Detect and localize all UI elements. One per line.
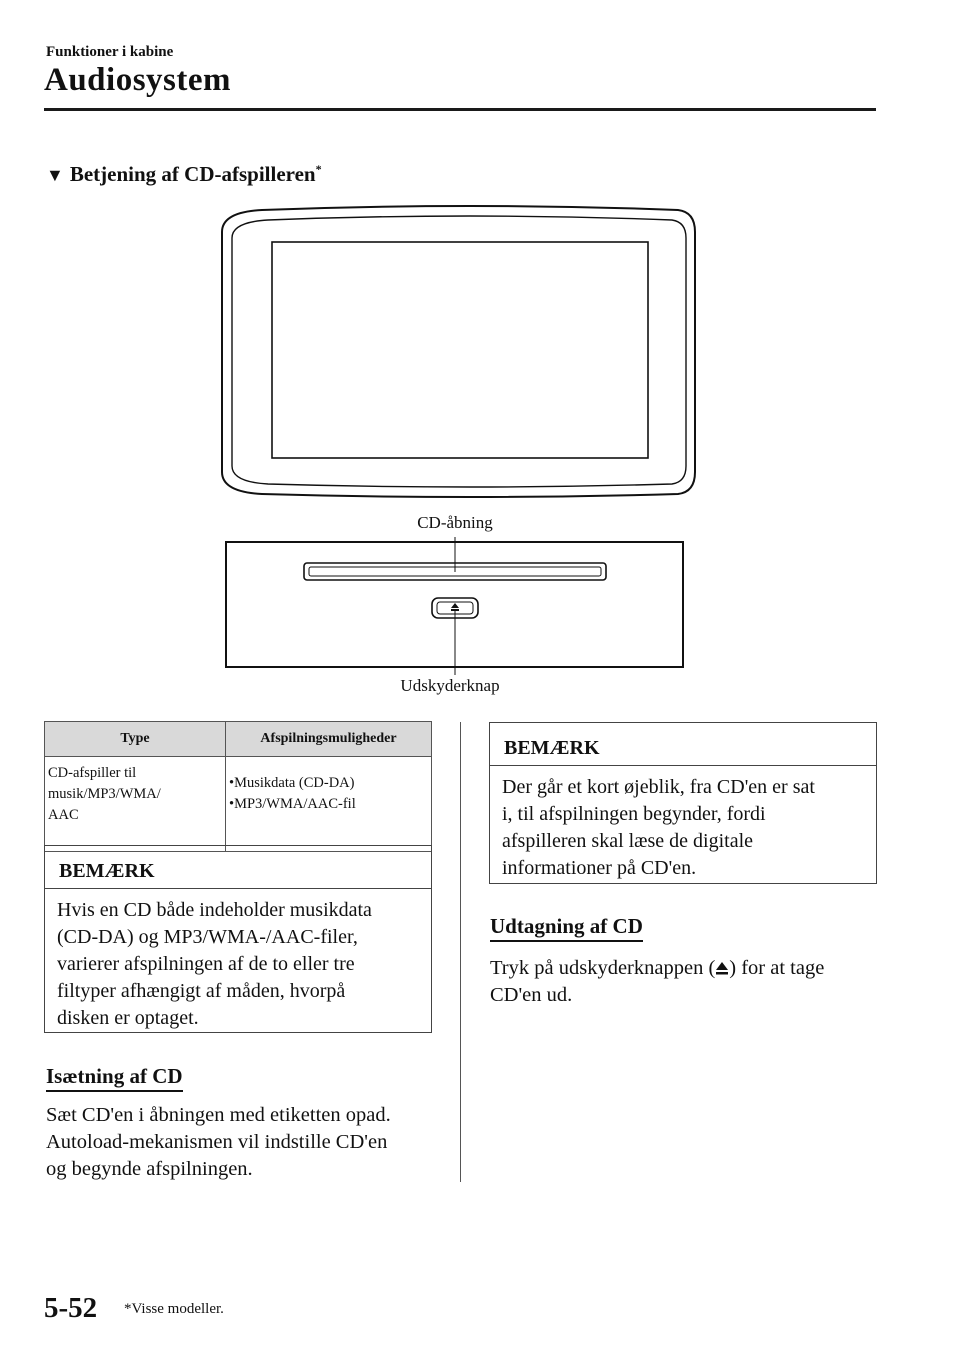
asterisk-mark: * [315,162,322,176]
page-number: 5-52 [44,1292,98,1324]
chapter-title: Audiosystem [44,62,232,98]
note-body: Der går et kort øjeblik, fra CD'en er sat i, til afspilningen begynder, fordi afspilleren skal læse de digitale informationer på CD'en. [490,765,876,894]
note-body: Hvis en CD både indeholder musikdata (CD-DA) og MP3/WMA-/AAC-filer, varierer afspilningen af de to eller tre filtyper afhængigt af måden, hvorpå disken er optaget. [45,888,431,1044]
eject-cd-text: Tryk på udskyderknappen ( ) for at tage CD'en ud. [490,957,825,1006]
column-divider [460,722,461,1182]
note-title: BEMÆRK [59,860,155,882]
insert-cd-heading: Isætning af CD [46,1064,183,1092]
cd-unit [226,537,683,675]
section-heading-text: Betjening af CD-afspilleren [69,162,316,186]
table-header-type: Type [45,722,226,757]
table-cell-modes: •Musikdata (CD-DA) •MP3/WMA/AAC-fil [226,757,432,852]
label-cd-slot: CD-åbning [417,513,493,532]
section-label: Funktioner i kabine [46,44,174,60]
playback-table [44,721,432,852]
label-eject-button: Udskyderknap [400,676,500,695]
note-box-1 [44,845,432,1033]
eject-cd-heading: Udtagning af CD [490,914,643,942]
footnote: *Visse modeller. [124,1301,224,1317]
note-box-2 [489,722,877,884]
table-row [45,757,432,852]
display-screen [222,206,695,497]
eject-icon [715,961,729,975]
note-title: BEMÆRK [504,737,600,759]
insert-cd-text: Sæt CD'en i åbningen med etiketten opad. Autoload-mekanismen vil indstille CD'en og begynde afspilningen. [46,1104,391,1180]
triangle-down-icon: ▼ [46,165,64,185]
table-header-modes: Afspilningsmuligheder [226,722,432,757]
table-cell-type: CD-afspiller til musik/MP3/WMA/ AAC [45,757,226,852]
eject-icon [451,603,459,608]
